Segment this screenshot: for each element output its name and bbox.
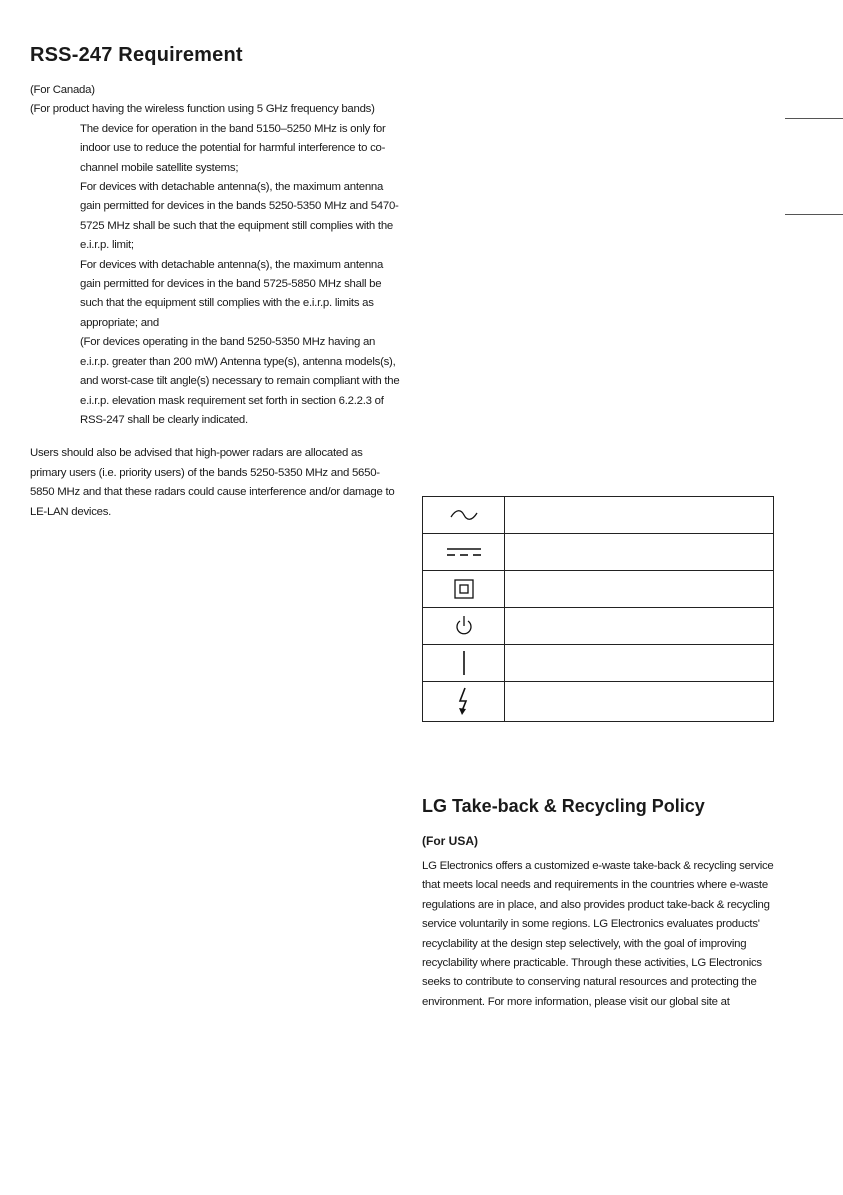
table-row	[423, 571, 774, 608]
class-ii-equipment-icon	[423, 571, 505, 608]
symbol-description	[505, 534, 774, 571]
table-row	[423, 534, 774, 571]
requirement-item: For devices with detachable antenna(s), the maximum antenna gain permitted for devices in the bands 5250-5350 MHz and 5470-5725 MHz shall be such that the equipment still complies with the e.i.r.p. limit;	[80, 181, 399, 252]
rss-section	[30, 44, 400, 522]
requirement-item: The device for operation in the band 5150–5250 MHz is only for indoor use to reduce the potential for harmful interference to co-channel mobile satellite systems;	[80, 122, 386, 174]
requirement-item: For devices with detachable antenna(s), the maximum antenna gain permitted for devices in the band 5725-5850 MHz shall be such that the equipment still complies with the e.i.r.p. limits as appropriate; and	[80, 258, 384, 329]
symbol-description	[505, 682, 774, 722]
tab-marker-top	[785, 118, 843, 119]
standby-icon	[423, 608, 505, 645]
dc-current-icon	[423, 534, 505, 571]
recycling-body: LG Electronics offers a customized e-waste take-back & recycling service that meets local needs and requirements in the countries where e-waste regulations are in place, and also provides product take-back & recycling service voluntarily in some regions. LG Electronics evaluates products' recyclability at the design step selectively, with the goal of improving recyclability where practicable. Through these activities, LG Electronics seeks to contribute to conserving natural resources and protecting the environment. For more information, please visit our global site at	[422, 860, 774, 1008]
symbol-description	[505, 608, 774, 645]
table-row	[423, 497, 774, 534]
for-canada-label: (For Canada)	[30, 84, 95, 96]
table-row	[423, 608, 774, 645]
symbols-table	[422, 496, 774, 722]
recycling-subtitle: (For USA)	[422, 834, 478, 848]
table-row	[423, 682, 774, 722]
symbol-description	[505, 571, 774, 608]
symbol-description	[505, 645, 774, 682]
power-on-icon	[423, 645, 505, 682]
requirement-item: (For devices operating in the band 5250-5350 MHz having an e.i.r.p. greater than 200 mW) Antenna type(s), antenna models(s), and worst-case tilt angle(s) necessary to remain compliant with the e.i.r.p. elevation mask requirement set forth in section 6.2.2.3 of RSS-247 shall be clearly indicated.	[80, 336, 400, 426]
for-product-label: (For product having the wireless function using 5 GHz frequency bands)	[30, 103, 375, 116]
requirements-list	[80, 120, 400, 431]
recycling-section	[422, 796, 774, 1012]
symbols-section	[422, 496, 774, 722]
table-row	[423, 645, 774, 682]
rss-title: RSS-247 Requirement	[30, 44, 243, 66]
ac-current-icon	[423, 497, 505, 534]
tab-marker-bottom	[785, 214, 843, 215]
radar-note: Users should also be advised that high-power radars are allocated as primary users (i.e. priority users) of the bands 5250-5350 MHz and 5650-5850 MHz and that these radars could cause interference and/or damage to LE-LAN devices.	[30, 447, 395, 518]
hazardous-voltage-icon	[423, 682, 505, 722]
symbol-description	[505, 497, 774, 534]
recycling-title: LG Take-back & Recycling Policy	[422, 796, 705, 816]
